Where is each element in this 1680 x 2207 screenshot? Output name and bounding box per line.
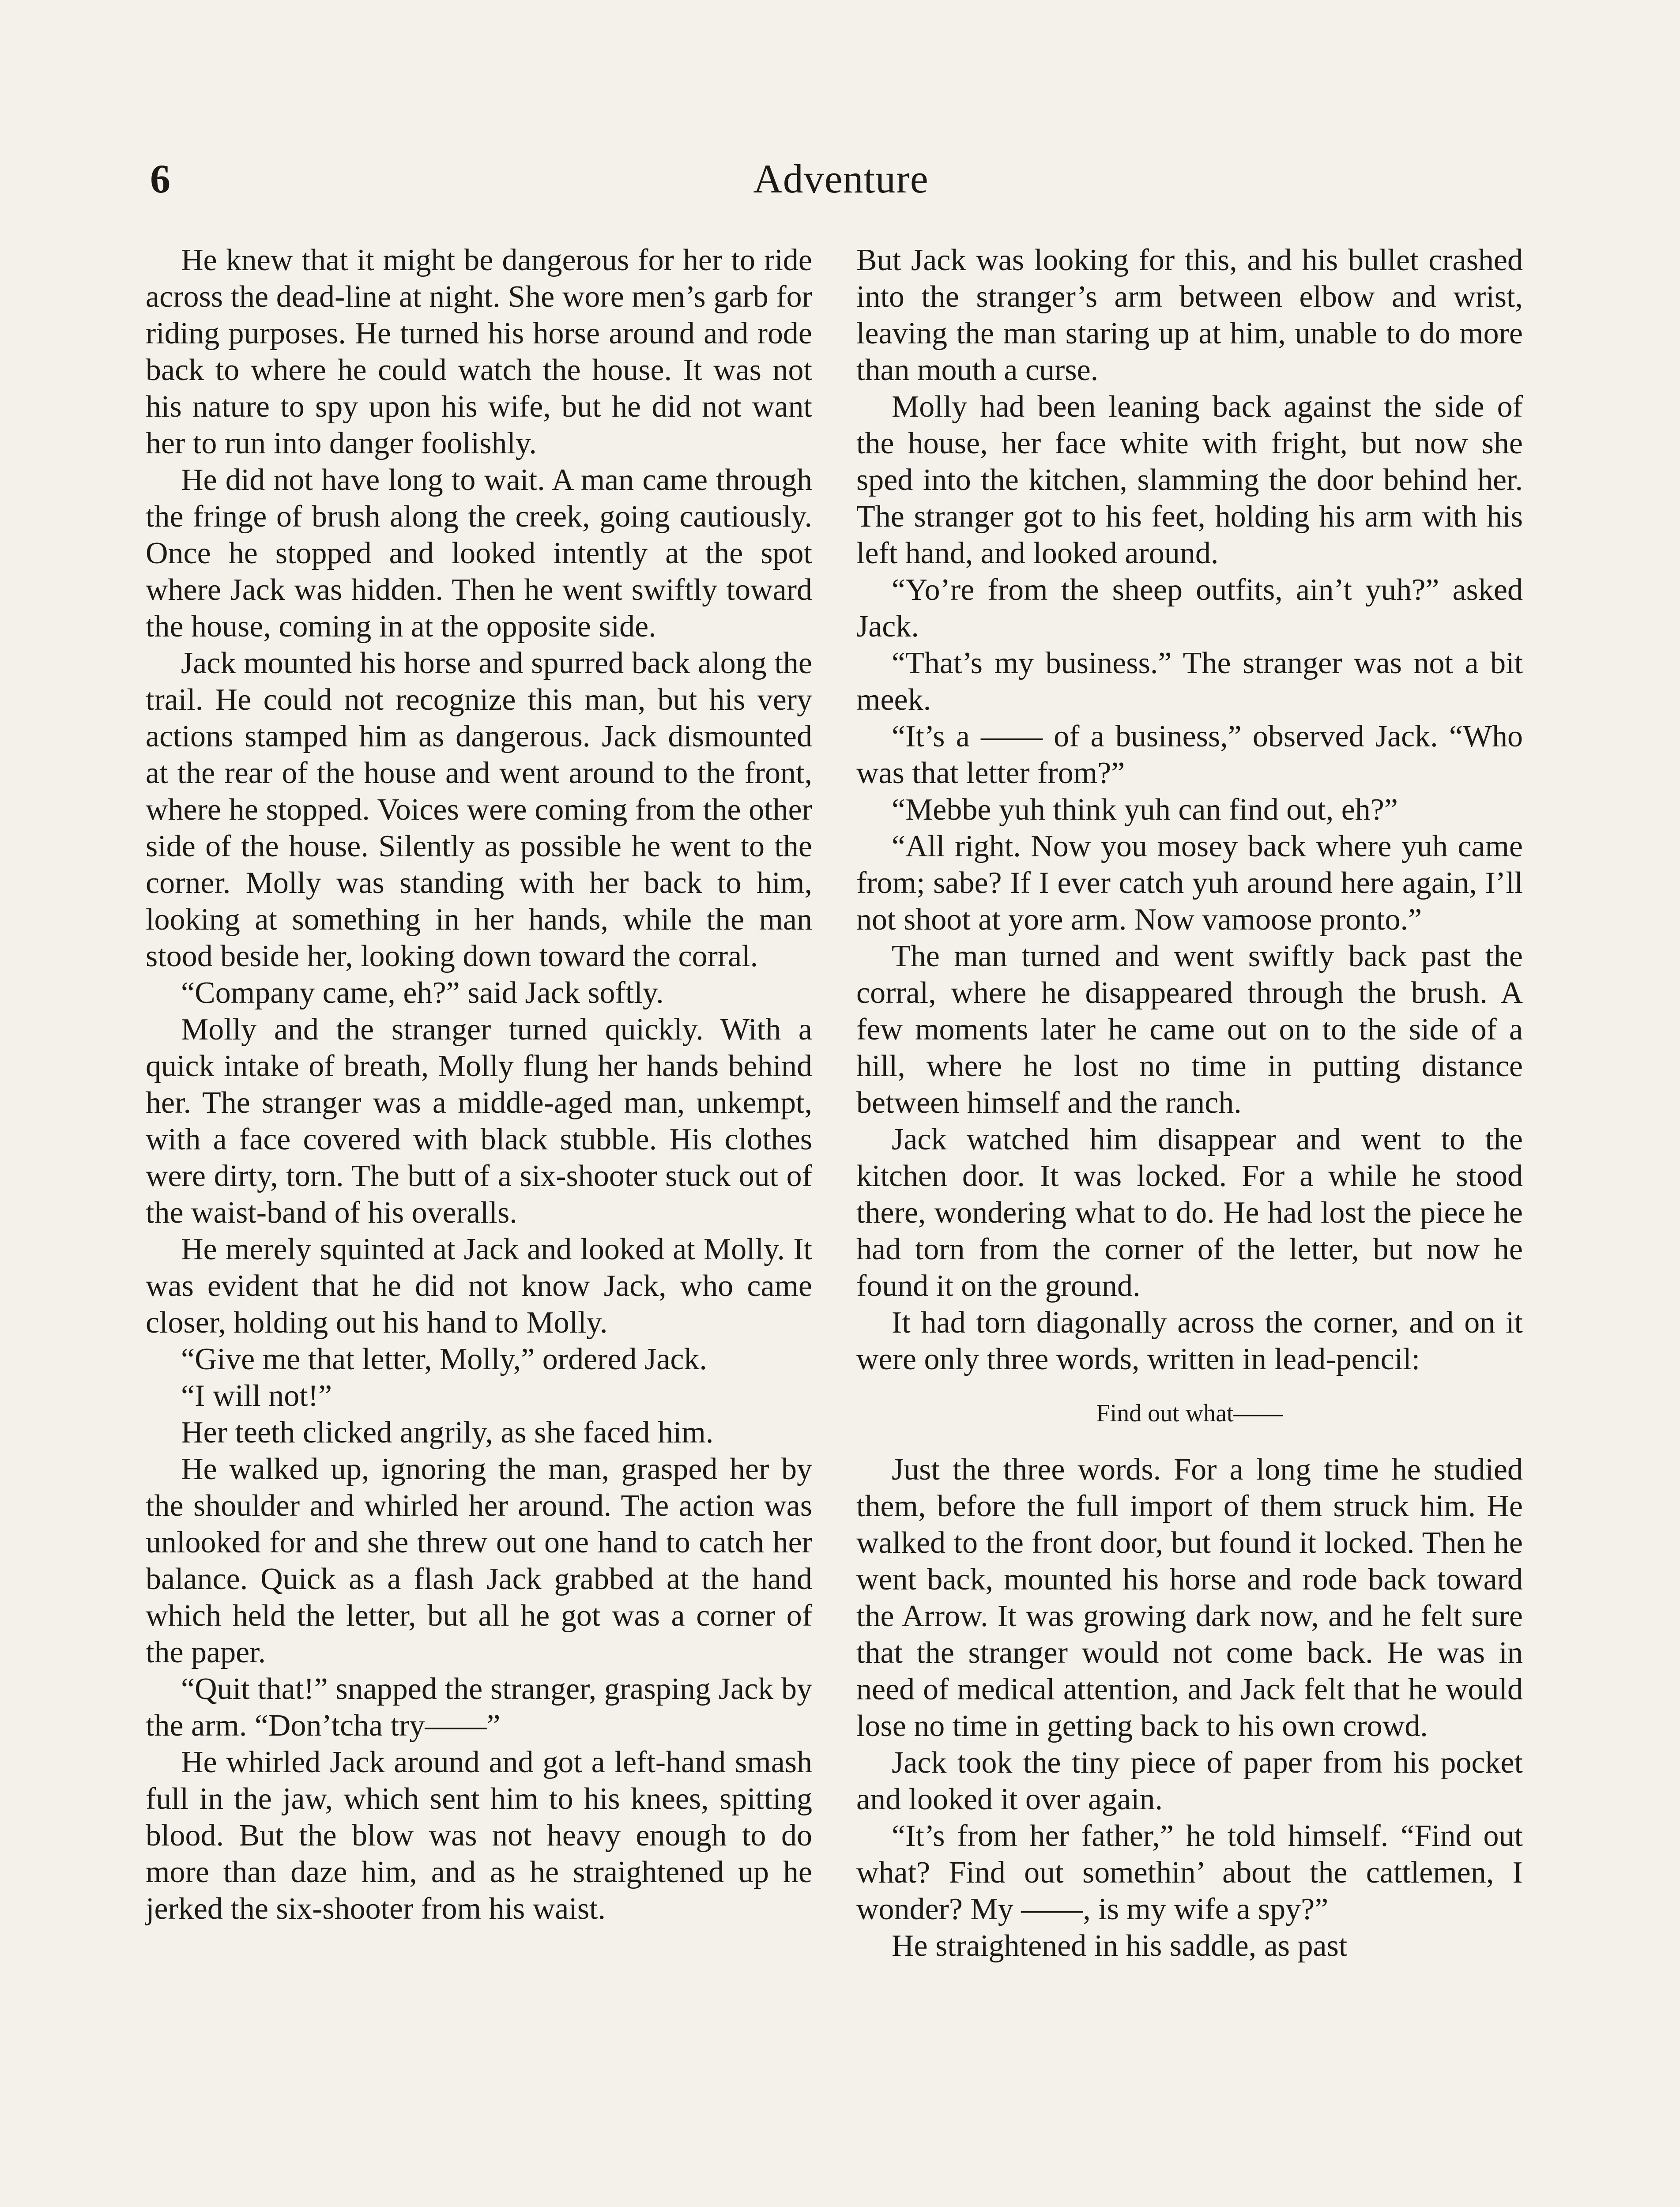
paragraph: “Give me that letter, Molly,” ordered Jack. [181, 1342, 707, 1376]
paragraph: Molly had been leaning back against the side of the house, her face white with fright, but now she sped into the kitchen, slamming the door behind her. The stranger got to his feet, holding his arm with his left hand, and looked around. [856, 390, 1523, 570]
paragraph: He whirled Jack around and got a left-hand smash full in the jaw, which sent him to his knees, spitting blood. But the blow was not heavy enough to do more than daze him, and as he straightened up he jerked the six-shooter from his waist. [146, 1745, 812, 1926]
letter-fragment-note: Find out what—— [1096, 1400, 1283, 1427]
paragraph: Jack mounted his horse and spurred back along the trail. He could not recognize this man, but his very actions stamped him as dangerous. Jack dismounted at the rear of the house and went around to the front, where he stopped. Voices were coming from the other side of the house. Silently as possible he went to the corner. Molly was standing with her back to him, looking at something in her hands, while the man stood beside her, looking down toward the corral. [146, 646, 812, 973]
right-column [856, 242, 1523, 1964]
paragraph: He walked up, ignoring the man, grasped her by the shoulder and whirled her around. The action was unlooked for and she threw out one hand to catch her balance. Quick as a flash Jack grabbed at the hand which held the letter, but all he got was a corner of the paper. [146, 1452, 812, 1669]
paragraph: “Company came, eh?” said Jack softly. [181, 976, 664, 1010]
left-column [146, 242, 812, 1927]
paragraph: “It’s a —— of a business,” observed Jack. “Who was that letter from?” [856, 719, 1523, 790]
paragraph: He did not have long to wait. A man came through the fringe of brush along the creek, going cautiously. Once he stopped and looked intently at the spot where Jack was hidden. Then he went swiftly toward the house, coming in at the opposite side. [146, 463, 812, 644]
paragraph: “That’s my business.” The stranger was not a bit meek. [856, 646, 1523, 717]
paragraph: Jack took the tiny piece of paper from his pocket and looked it over again. [856, 1746, 1523, 1816]
paragraph: “Mebbe yuh think yuh can find out, eh?” [892, 793, 1398, 827]
paragraph: It had torn diagonally across the corner, and on it were only three words, written in lead-pencil: [856, 1306, 1523, 1376]
paragraph: Her teeth clicked angrily, as she faced him. [181, 1416, 714, 1450]
paragraph: Molly and the stranger turned quickly. With a quick intake of breath, Molly flung her hands behind her. The stranger was a middle-aged man, unkempt, with a face covered with black stubble. His clothes were dirty, torn. The butt of a six-shooter stuck out of the waist-band of his overalls. [146, 1013, 812, 1230]
paragraph: He merely squinted at Jack and looked at Molly. It was evident that he did not know Jack, who came closer, holding out his hand to Molly. [146, 1232, 812, 1340]
paragraph: “Quit that!” snapped the stranger, grasping Jack by the arm. “Don’tcha try——” [146, 1672, 812, 1743]
paragraph: “All right. Now you mosey back where yuh came from; sabe? If I ever catch yuh around here again, I’ll not shoot at yore arm. Now vamoose pronto.” [856, 829, 1523, 937]
paragraph: He straightened in his saddle, as past [892, 1929, 1348, 1963]
paragraph-continued: But Jack was looking for this, and his bullet crashed into the stranger’s arm between elbow and wrist, leaving the man staring up at him, unable to do more than mouth a curse. [856, 243, 1523, 387]
page-header [150, 146, 1532, 212]
paragraph: The man turned and went swiftly back past the corral, where he disappeared through the brush. A few moments later he came out on to the side of a hill, where he lost no time in putting distance between himself and the ranch. [856, 939, 1523, 1120]
paragraph: Jack watched him disappear and went to the kitchen door. It was locked. For a while he stood there, wondering what to do. He had lost the piece he had torn from the corner of the letter, but now he found it on the ground. [856, 1122, 1523, 1303]
paragraph: Just the three words. For a long time he studied them, before the full import of them struck him. He walked to the front door, but found it locked. Then he went back, mounted his horse and rode back toward the Arrow. It was growing dark now, and he felt sure that the stranger would not come back. He was in need of medical attention, and Jack felt that he would lose no time in getting back to his own crowd. [856, 1453, 1523, 1743]
page-number: 6 [150, 156, 170, 201]
paragraph: “It’s from her father,” he told himself. “Find out what? Find out somethin’ about the cattlemen, I wonder? My ——, is my wife a spy?” [856, 1819, 1523, 1926]
paragraph: “Yo’re from the sheep outfits, ain’t yuh?” asked Jack. [856, 573, 1523, 644]
paragraph: “I will not!” [181, 1379, 332, 1413]
running-title: Adventure [753, 156, 929, 201]
paragraph: He knew that it might be dangerous for her to ride across the dead-line at night. She wore men’s garb for riding purposes. He turned his horse around and rode back to where he could watch the house. It was not his nature to spy upon his wife, but he did not want her to run into danger foolishly. [146, 243, 812, 460]
